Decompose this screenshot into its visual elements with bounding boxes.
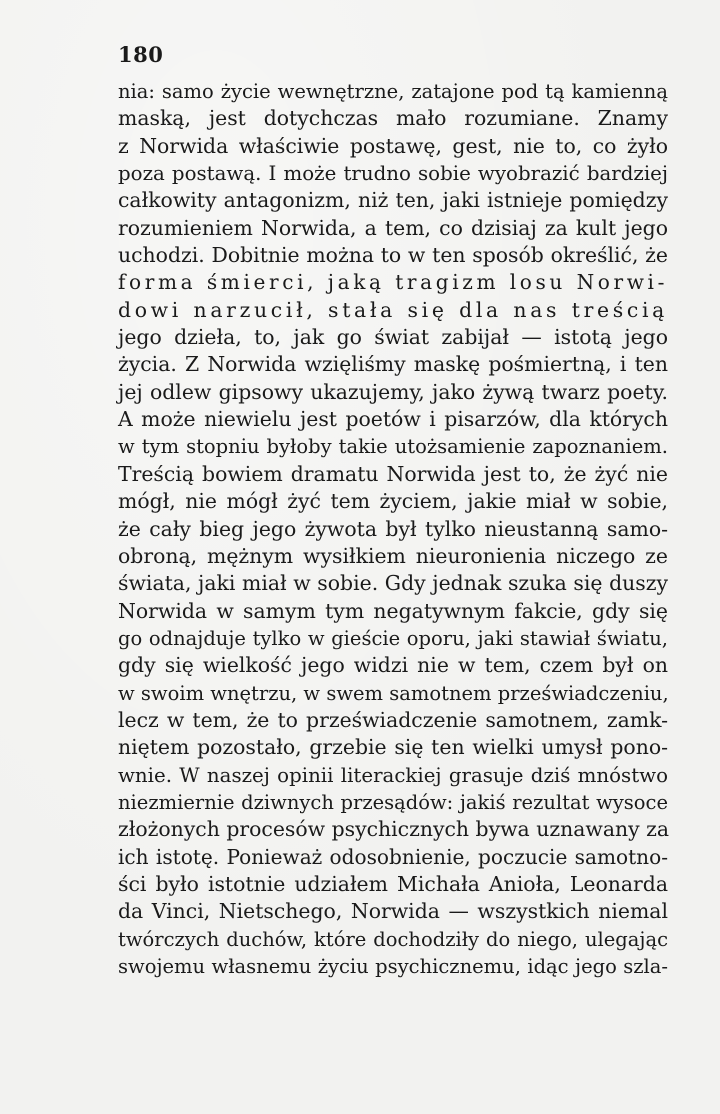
text-line: że cały bieg jego żywota był tylko nieustanną samo- (118, 516, 668, 541)
text-line: forma śmierci, jaką tragizm losu Norwi- (118, 270, 668, 295)
text-line: złożonych procesów psychicznych bywa uznawany za (118, 817, 670, 842)
text-line: życia. Z Norwida wzięliśmy maskę pośmiertną, i ten (118, 352, 668, 377)
text-line: Norwida w samym tym negatywnym fakcie, gdy się (118, 598, 668, 623)
text-line: w swoim wnętrzu, w swem samotnem przeświadczeniu, (118, 681, 669, 705)
page-number: 180 (118, 42, 164, 67)
text-line: A może niewielu jest poetów i pisarzów, dla których (118, 407, 668, 432)
text-line: gdy się wielkość jego widzi nie w tem, czem był on (118, 653, 668, 678)
text-line: niezmiernie dziwnych przesądów: jakiś rezultat wysoce (118, 790, 668, 814)
text-line: uchodzi. Dobitnie można to w ten sposób określić, że (118, 243, 668, 268)
text-line: mógł, nie mógł żyć tem życiem, jakie miał w sobie, (118, 489, 668, 514)
text-line: jej odlew gipsowy ukazujemy, jako żywą twarz poety. (118, 379, 668, 404)
text-line: świata, jaki miał w sobie. Gdy jednak szuka się duszy (118, 571, 668, 596)
text-line: z Norwida właściwie postawę, gest, nie to, co żyło (118, 133, 668, 158)
text-line: obroną, mężnym wysiłkiem nieuronienia niczego ze (118, 543, 668, 568)
text-line: całkowity antagonizm, niż ten, jaki istnieje pomiędzy (118, 188, 668, 213)
text-line: ich istotę. Ponieważ odosobnienie, poczucie samotno- (118, 844, 668, 869)
text-line: swojemu własnemu życiu psychicznemu, idąc jego szla- (118, 955, 668, 978)
body-text (118, 78, 668, 980)
text-line: rozumieniem Norwida, a tem, co dzisiaj za kult jego (118, 215, 668, 240)
text-line: jego dzieła, to, jak go świat zabijał — istotą jego (118, 325, 668, 350)
text-line: twórczych duchów, które dochodziły do niego, ulegając (118, 927, 668, 951)
text-line: Treścią bowiem dramatu Norwida jest to, że żyć nie (118, 461, 668, 486)
text-line: wnie. W naszej opinii literackiej grasuje dziś mnóstwo (118, 763, 668, 787)
text-line: w tym stopniu byłoby takie utożsamienie zapoznaniem. (118, 435, 668, 459)
text-line: lecz w tem, że to przeświadczenie samotnem, zamk- (118, 707, 668, 732)
text-line: dowi narzucił, stała się dla nas treścią (118, 297, 668, 322)
text-line: niętem pozostało, grzebie się ten wielki umysł pono- (118, 735, 668, 760)
text-line: poza postawą. I może trudno sobie wyobrazić bardziej (118, 162, 668, 186)
text-line: nia: samo życie wewnętrzne, zatajone pod tą kamienną (118, 80, 668, 103)
text-line: go odnajduje tylko w gieście oporu, jaki stawiał światu, (118, 626, 668, 650)
text-line: ści było istotnie udziałem Michała Anioła, Leonarda (118, 871, 668, 896)
text-line: maską, jest dotychczas mało rozumiane. Znamy (118, 106, 668, 131)
text-line: da Vinci, Nietschego, Norwida — wszystkich niemal (118, 899, 668, 924)
